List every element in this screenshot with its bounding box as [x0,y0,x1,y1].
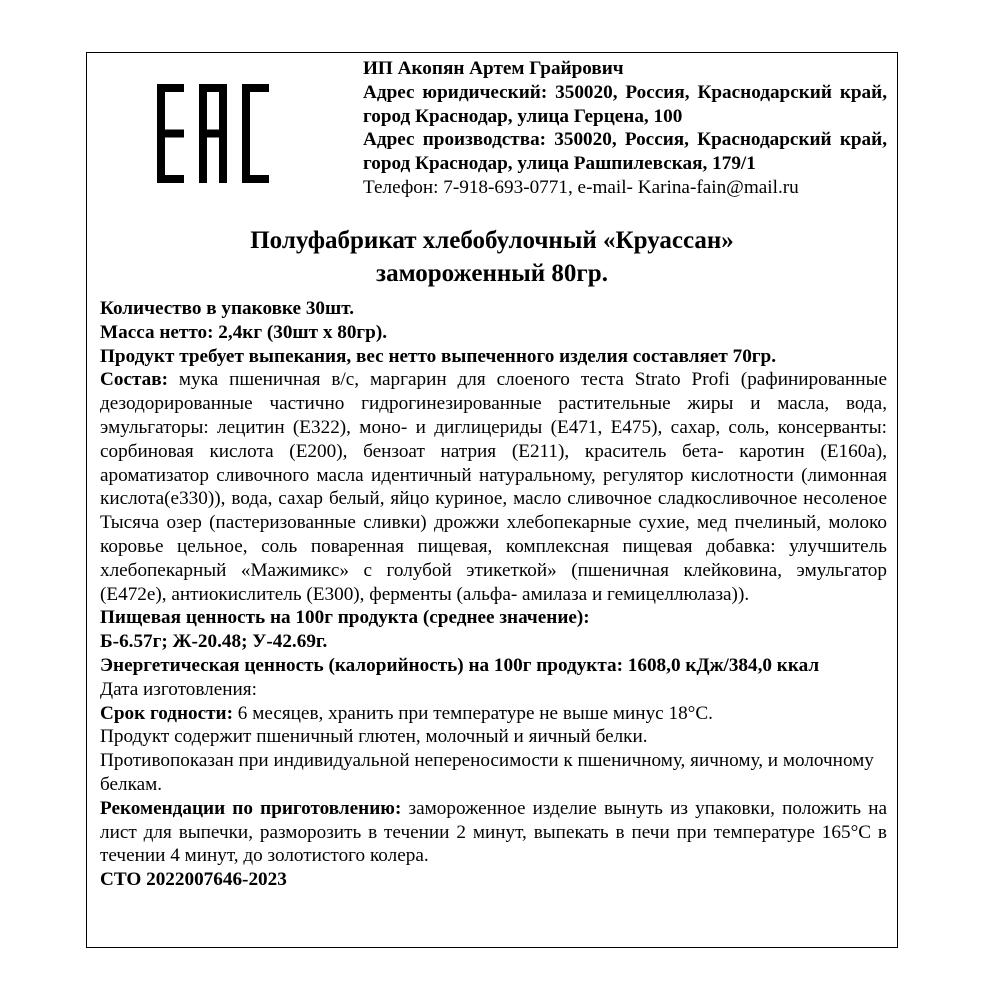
product-title [87,225,897,290]
product-title-line-1: Полуфабрикат хлебобулочный «Круассан» [250,227,734,254]
nutrition-heading: Пищевая ценность на 100г продукта (среднее значение): [100,607,590,629]
standard-code: СТО 2022007646-2023 [100,869,287,891]
composition-label: Состав: [100,369,168,391]
legal-address: Адрес юридический: 350020, Россия, Краснодарский край, город Краснодар, улица Герцена, 100 [363,81,887,127]
recommendations-label: Рекомендации по приготовлению: [100,797,402,819]
composition-text: мука пшеничная в/с, маргарин для слоеного теста Strato Profi (рафинированные дезодорированные частично гидрогинезированные растительные жиры и масла, вода, эмульгаторы: лецитин (Е322), моно- и диглицериды (Е471, Е475), сахар, соль, консерванты: сорбиновая кислота (Е200), бензоат натрия (Е211), краситель бета- каротин (Е160а), ароматизатор сливочного масла идентичный натуральному, регулятор кислотности (лимонная кислота(е330)), вода, сахар белый, яйцо куриное, масло сливочное сладкосливочное несоленое Тысяча озер (пастеризованные сливки) дрожжи хлебопекарные сухие, мед пчелиный, молоко коровье цельное, соль поваренная пищевая, комплексная пищевая добавка: улучшитель хлебопекарный «Мажимикс» с голубой этикеткой» (пшеничная клейковина, эмульгатор (Е472е), антиокислитель (Е300), ферменты (альфа- амилаза и гемицеллюлаза)). [100,369,887,605]
product-label [86,52,898,948]
nutrition-values: Б-6.57г; Ж-20.48; У-42.69г. [100,631,328,653]
manufacture-date: Дата изготовления: [100,678,257,700]
recommendations-text: замороженное изделие вынуть из упаковки, положить на лист для выпечки, разморозить в течении 2 минут, выпекать в печи при температуре 165°С в течении 4 минут, до золотистого колера. [100,797,888,867]
shelf-life-text: 6 месяцев, хранить при температуре не выше минус 18°С. [233,702,713,724]
net-mass: Масса нетто: 2,4кг (30шт х 80гр). [100,321,388,343]
allergens: Продукт содержит пшеничный глютен, молочный и яичный белки. [100,726,648,748]
composition [100,368,887,606]
eac-logo [157,84,269,183]
company-info [363,57,887,200]
energy-value: Энергетическая ценность (калорийность) на 100г продукта: 1608,0 кДж/384,0 ккал [100,654,820,676]
baking-note: Продукт требует выпекания, вес нетто выпеченного изделия составляет 70гр. [100,345,776,367]
product-title-line-2: замороженный 80гр. [376,259,608,287]
shelf-life [100,702,887,726]
contraindication: Противопоказан при индивидуальной непереносимости к пшеничному, яичному, и молочному белкам. [100,750,874,795]
package-quantity: Количество в упаковке 30шт. [100,298,354,319]
recommendations [100,797,887,868]
company-name: ИП Акопян Артем Грайрович [363,58,624,79]
production-address: Адрес производства: 350020, Россия, Краснодарский край, город Краснодар, улица Рашпилевская, 179/1 [363,129,887,175]
product-details [100,297,887,892]
contact-phone-email: Телефон: 7-918-693-0771, e-mail- Karina-fain@mail.ru [363,176,799,198]
shelf-life-label: Срок годности: [100,702,233,724]
